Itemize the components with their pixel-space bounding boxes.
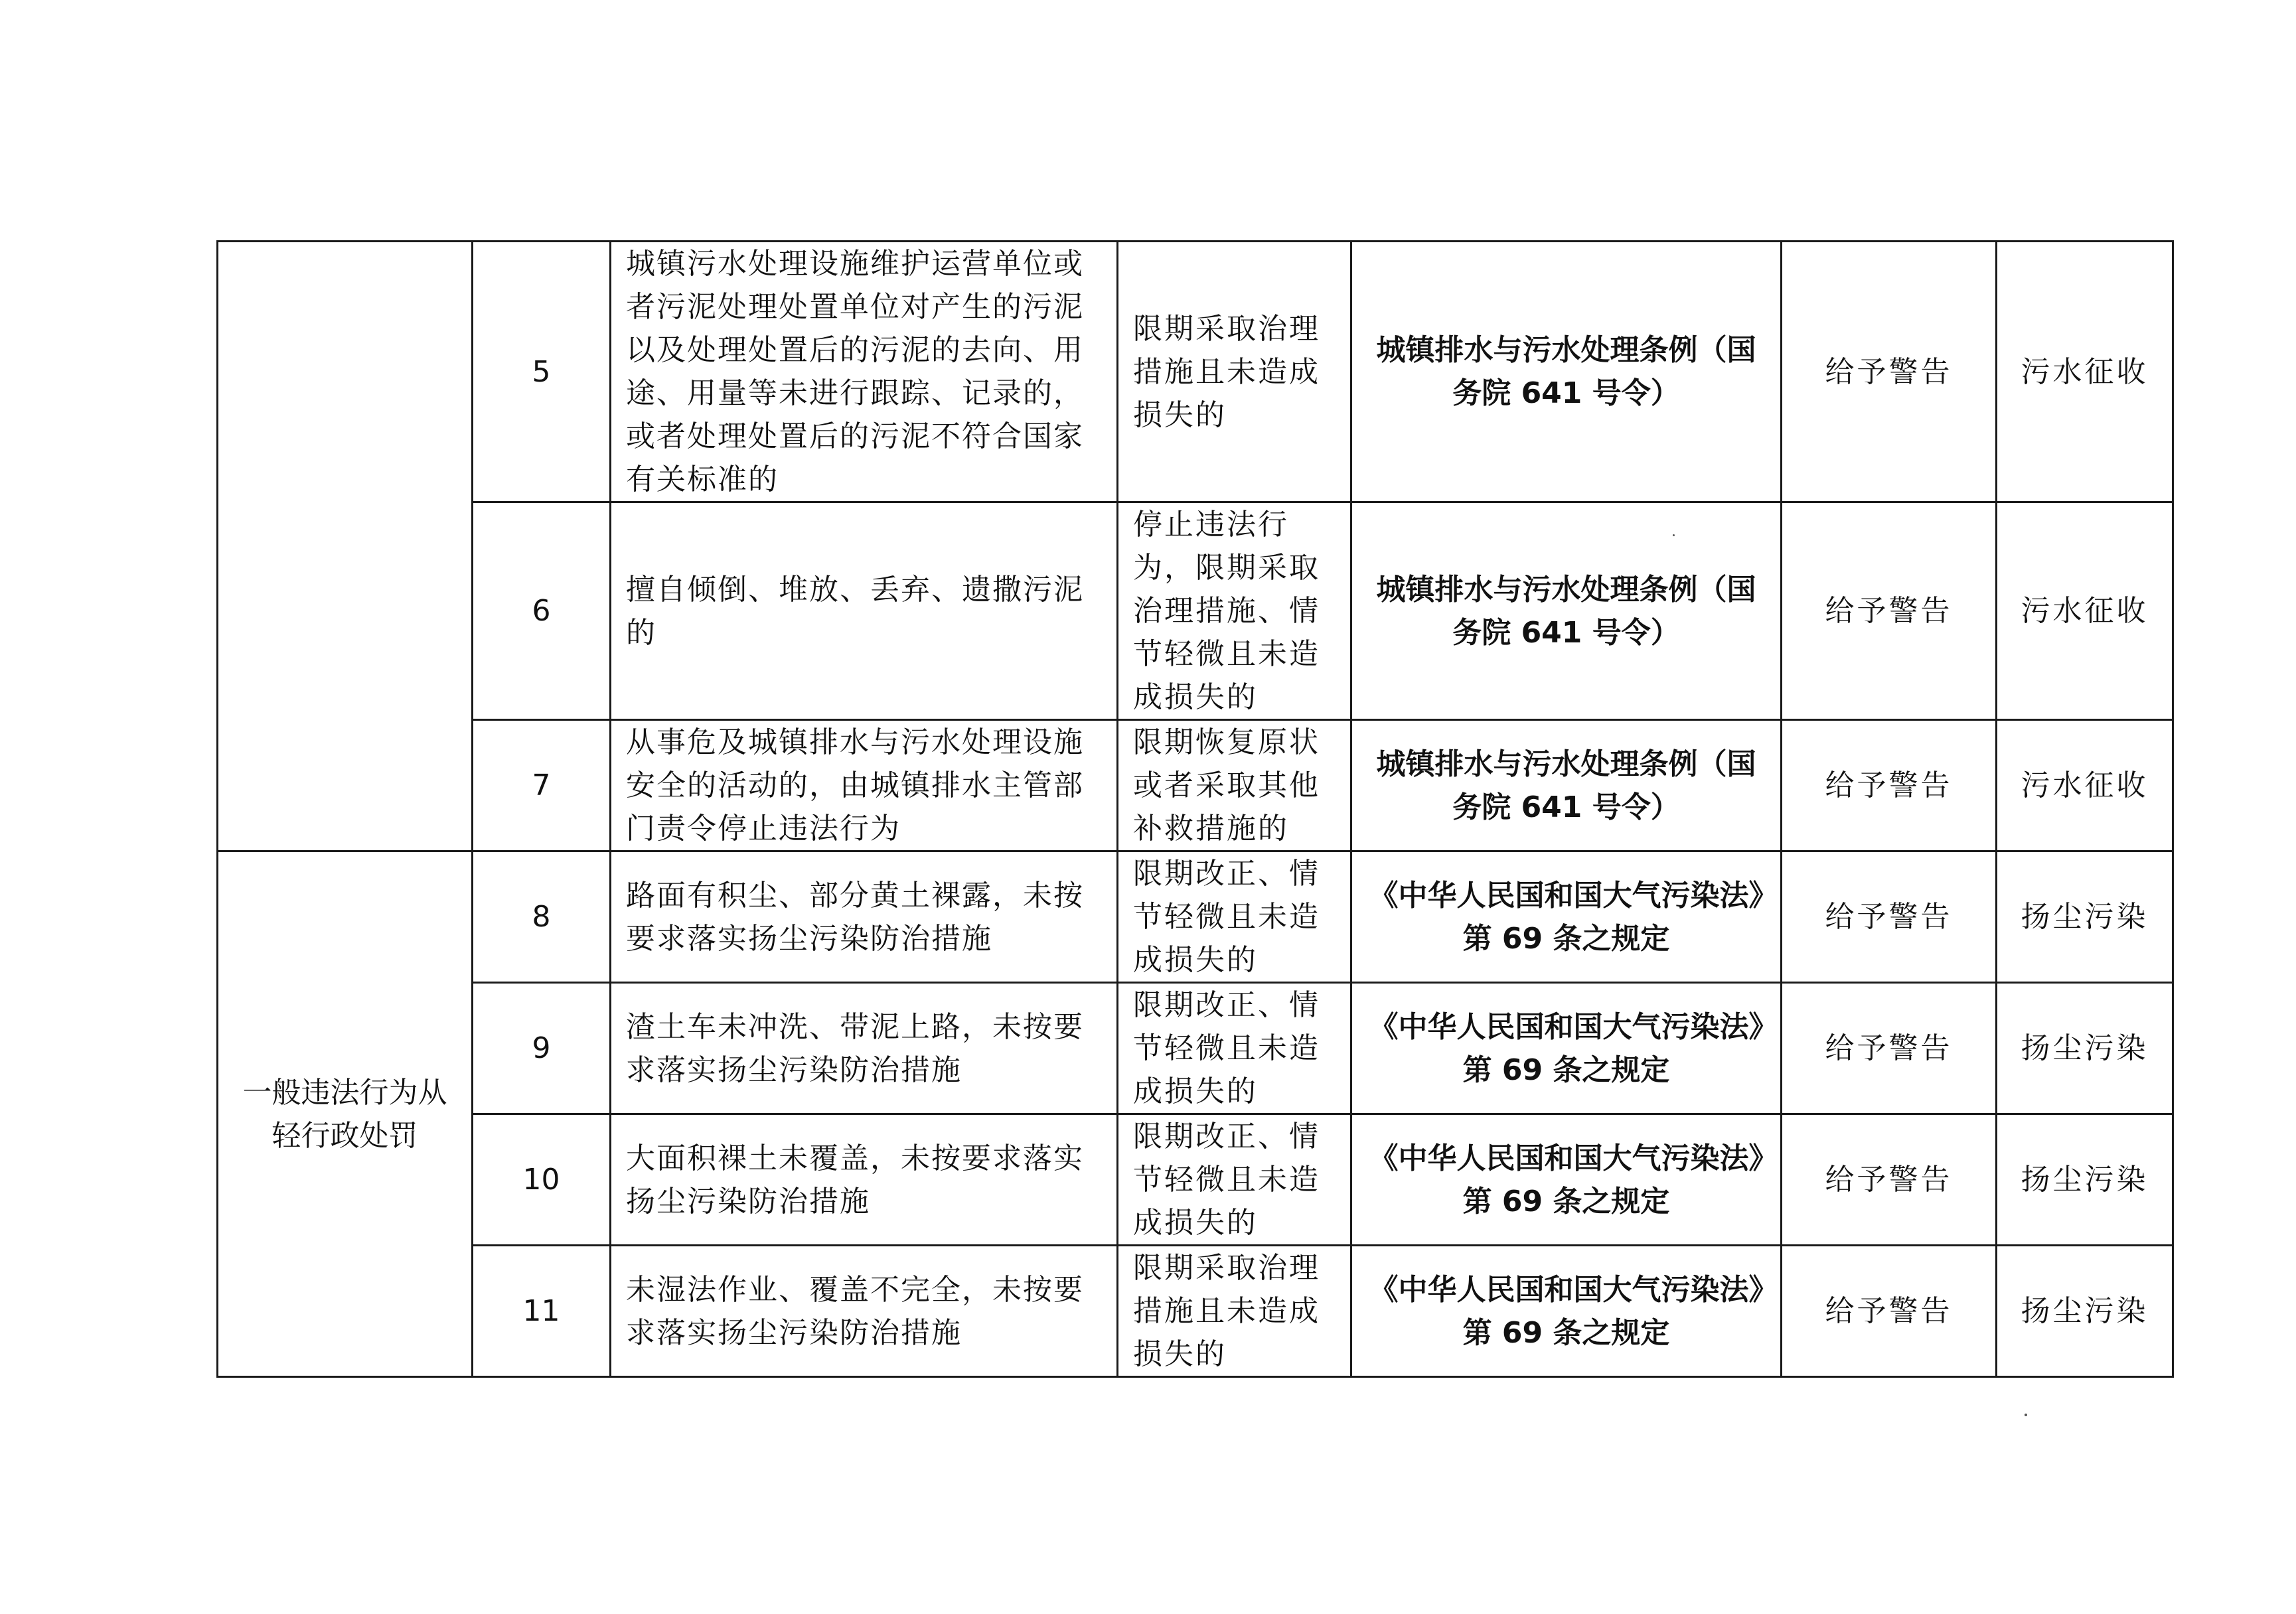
category-cell (218, 242, 473, 851)
violation-behavior: 从事危及城镇排水与污水处理设施安全的活动的，由城镇排水主管部门责令停止违法行为 (611, 720, 1118, 851)
row-number: 5 (473, 242, 611, 502)
penalty-table (216, 240, 2174, 1378)
row-number: 8 (473, 851, 611, 983)
scan-speck (2025, 1414, 2027, 1416)
mitigation-condition: 限期采取治理措施且未造成损失的 (1118, 1246, 1351, 1377)
penalty-action: 给予警告 (1782, 851, 1997, 983)
table-row (218, 851, 2173, 983)
violation-type: 污水征收 (1997, 502, 2173, 720)
table-row (218, 1246, 2173, 1377)
violation-type: 污水征收 (1997, 242, 2173, 502)
row-number: 11 (473, 1246, 611, 1377)
table-row (218, 502, 2173, 720)
violation-behavior: 擅自倾倒、堆放、丢弃、遗撒污泥的 (611, 502, 1118, 720)
table-row (218, 242, 2173, 502)
legal-basis: 城镇排水与污水处理条例（国务院 641 号令） (1351, 502, 1782, 720)
violation-type: 污水征收 (1997, 720, 2173, 851)
row-number: 6 (473, 502, 611, 720)
legal-basis: 城镇排水与污水处理条例（国务院 641 号令） (1351, 242, 1782, 502)
mitigation-condition: 限期改正、情节轻微且未造成损失的 (1118, 983, 1351, 1114)
mitigation-condition: 停止违法行为，限期采取治理措施、情节轻微且未造成损失的 (1118, 502, 1351, 720)
table-row (218, 720, 2173, 851)
row-number: 9 (473, 983, 611, 1114)
penalty-action: 给予警告 (1782, 242, 1997, 502)
penalty-action: 给予警告 (1782, 502, 1997, 720)
violation-behavior: 未湿法作业、覆盖不完全，未按要求落实扬尘污染防治措施 (611, 1246, 1118, 1377)
table-row (218, 1114, 2173, 1246)
violation-type: 扬尘污染 (1997, 1246, 2173, 1377)
penalty-action: 给予警告 (1782, 1114, 1997, 1246)
mitigation-condition: 限期恢复原状或者采取其他补救措施的 (1118, 720, 1351, 851)
row-number: 10 (473, 1114, 611, 1246)
mitigation-condition: 限期改正、情节轻微且未造成损失的 (1118, 851, 1351, 983)
violation-behavior: 大面积裸土未覆盖，未按要求落实扬尘污染防治措施 (611, 1114, 1118, 1246)
legal-basis: 《中华人民国和国大气污染法》第 69 条之规定 (1351, 1246, 1782, 1377)
violation-behavior: 路面有积尘、部分黄土裸露，未按要求落实扬尘污染防治措施 (611, 851, 1118, 983)
category-cell: 一般违法行为从轻行政处罚 (218, 851, 473, 1377)
violation-type: 扬尘污染 (1997, 851, 2173, 983)
legal-basis: 《中华人民国和国大气污染法》第 69 条之规定 (1351, 851, 1782, 983)
mitigation-condition: 限期采取治理措施且未造成损失的 (1118, 242, 1351, 502)
penalty-action: 给予警告 (1782, 1246, 1997, 1377)
violation-type: 扬尘污染 (1997, 1114, 2173, 1246)
row-number: 7 (473, 720, 611, 851)
legal-basis: 《中华人民国和国大气污染法》第 69 条之规定 (1351, 1114, 1782, 1246)
violation-behavior: 渣土车未冲洗、带泥上路，未按要求落实扬尘污染防治措施 (611, 983, 1118, 1114)
penalty-action: 给予警告 (1782, 720, 1997, 851)
violation-type: 扬尘污染 (1997, 983, 2173, 1114)
penalty-action: 给予警告 (1782, 983, 1997, 1114)
violation-behavior: 城镇污水处理设施维护运营单位或者污泥处理处置单位对产生的污泥以及处理处置后的污泥的去向、用途、用量等未进行跟踪、记录的，或者处理处置后的污泥不符合国家有关标准的 (611, 242, 1118, 502)
legal-basis: 《中华人民国和国大气污染法》第 69 条之规定 (1351, 983, 1782, 1114)
legal-basis: 城镇排水与污水处理条例（国务院 641 号令） (1351, 720, 1782, 851)
mitigation-condition: 限期改正、情节轻微且未造成损失的 (1118, 1114, 1351, 1246)
table-row (218, 983, 2173, 1114)
